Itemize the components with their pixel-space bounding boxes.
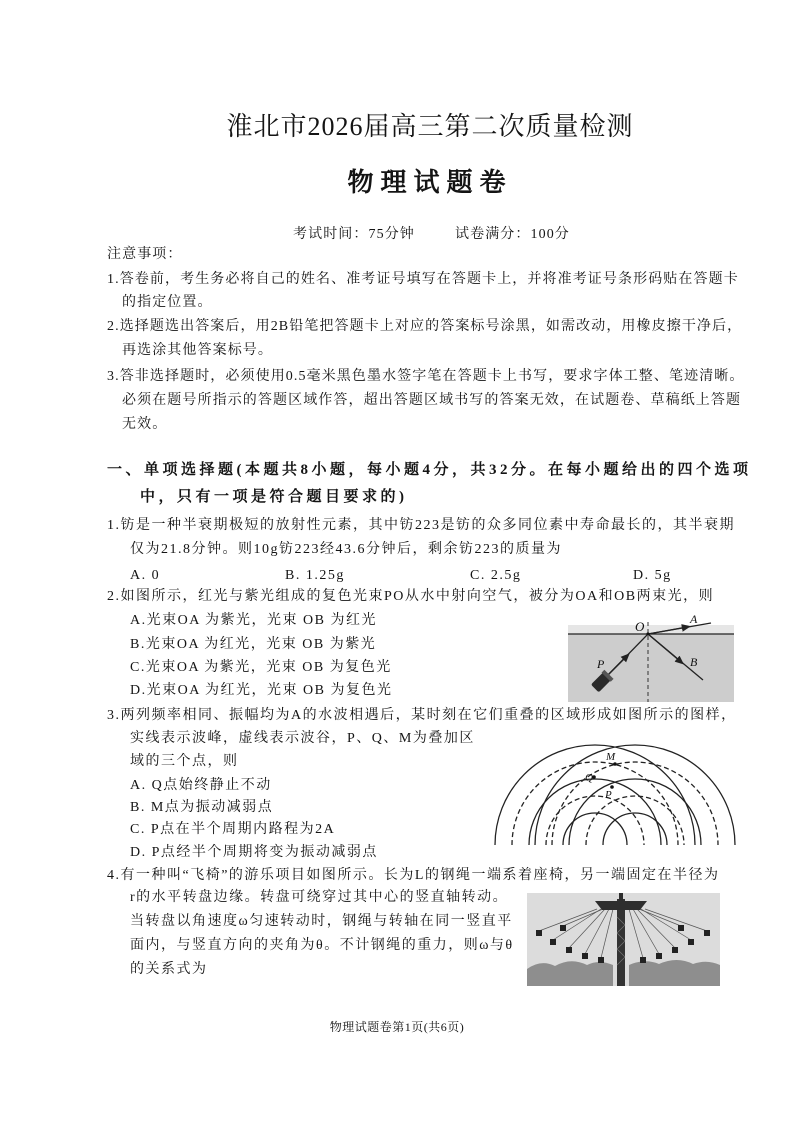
chair-mark [640, 957, 646, 963]
label-m: M [606, 751, 616, 763]
notice-line: 再选涂其他答案标号。 [122, 343, 273, 358]
chair-mark [582, 953, 588, 959]
chair-mark [656, 953, 662, 959]
chair-mark [550, 939, 556, 945]
q3-interference-figure [490, 740, 740, 848]
notice-line: 无效。 [122, 417, 168, 432]
q4-stem: 面内，与竖直方向的夹角为θ。不计钢绳的重力，则ω与θ [130, 938, 514, 953]
point-o [646, 632, 649, 635]
wave-crest-arc [535, 745, 735, 845]
wave-trough-arc [512, 762, 678, 845]
q2-stem: 2.如图所示，红光与紫光组成的复色光束PO从水中射向空气，被分为OA和OB两束光，则 [107, 589, 715, 604]
chair-mark [678, 925, 684, 931]
label-p: P [605, 789, 612, 801]
q4-stem: r的水平转盘边缘。转盘可绕穿过其中心的竖直轴转动。 [130, 890, 509, 905]
wave-trough-arc [546, 796, 644, 845]
chair-mark [560, 925, 566, 931]
wave-crest-arc [569, 779, 701, 845]
full-score: 试卷满分：100分 [455, 227, 570, 242]
notice-line: 3.答非选择题时，必须使用0.5毫米黑色墨水签字笔在答题卡上书写，要求字体工整、笔迹清晰。 [107, 369, 745, 384]
q1-option-a: A. 0 [130, 568, 161, 583]
q3-option-a: A. Q点始终静止不动 [130, 778, 272, 793]
wave-trough-arc [552, 762, 718, 845]
q3-stem: 3.两列频率相同、振幅均为A的水波相遇后，某时刻在它们重叠的区域形成如图所示的图样， [107, 708, 737, 723]
tower-spire [619, 893, 623, 901]
notice-line: 2.选择题选出答案后，用2B铅笔把答题卡上对应的答案标号涂黑，如需改动，用橡皮擦干净后， [107, 319, 743, 334]
notice-line: 必须在题号所指示的答题区域作答，超出答题区域书写的答案无效，在试题卷、草稿纸上答题 [122, 393, 742, 408]
chair-mark [598, 957, 604, 963]
photo-trees [527, 961, 613, 986]
q4-stem: 当转盘以角速度ω匀速转动时，钢绳与转轴在同一竖直平 [130, 914, 513, 929]
q1-stem: 仅为21.8分钟。则10g钫223经43.6分钟后，剩余钫223的质量为 [130, 542, 562, 557]
wave-trough-arc [586, 796, 684, 845]
notice-line: 1.答卷前，考生务必将自己的姓名、准考证号填写在答题卡上，并将准考证号条形码贴在答题卡 [107, 272, 739, 287]
label-q: Q [585, 772, 593, 784]
page-footer: 物理试题卷第1页(共6页) [329, 1020, 465, 1034]
label-o: O [635, 619, 645, 634]
chair-mark [566, 947, 572, 953]
section-heading-cont: 中，只有一项是符合题目要求的) [140, 489, 408, 505]
paper-subtitle: 物理试题卷 [347, 168, 513, 197]
photo-trees [629, 960, 720, 986]
q4-stem: 4.有一种叫“飞椅”的游乐项目如图所示。长为L的钢绳一端系着座椅，另一端固定在半径为 [107, 868, 720, 883]
q3-option-d: D. P点经半个周期将变为振动减弱点 [130, 845, 378, 860]
q1-option-b: B. 1.25g [285, 568, 345, 583]
q2-option-d: D.光束OA 为红光，光束 OB 为复色光 [130, 683, 393, 698]
notice-line: 的指定位置。 [122, 295, 213, 310]
chair-mark [704, 930, 710, 936]
page-title: 淮北市2026届高三第二次质量检测 [226, 112, 634, 141]
label-a: A [690, 612, 698, 626]
exam-time: 考试时间：75分钟 [293, 227, 415, 242]
label-b: B [690, 655, 698, 669]
label-p: P [597, 657, 605, 671]
q1-option-d: D. 5g [633, 568, 672, 583]
notice-heading: 注意事项： [107, 247, 183, 262]
q1-stem: 1.钫是一种半衰期极短的放射性元素，其中钫223是钫的众多同位素中寿命最长的，其半衰期 [107, 518, 735, 533]
q3-option-c: C. P点在半个周期内路程为2A [130, 822, 336, 837]
air-region [568, 625, 734, 634]
q3-stem: 实线表示波峰，虚线表示波谷，P、Q、M为叠加区 [130, 731, 475, 746]
q1-option-c: C. 2.5g [470, 568, 522, 583]
q2-refraction-figure [565, 612, 735, 704]
q4-flying-chairs-photo [527, 893, 720, 986]
q3-stem: 域的三个点，则 [130, 754, 239, 769]
wave-crest-arc [495, 745, 695, 845]
q2-option-a: A.光束OA 为紫光，光束 OB 为红光 [130, 613, 378, 628]
wave-crest-arc [529, 779, 661, 845]
q3-option-b: B. M点为振动减弱点 [130, 800, 274, 815]
q2-option-b: B.光束OA 为红光，光束 OB 为紫光 [130, 637, 377, 652]
q4-stem: 的关系式为 [130, 962, 208, 977]
section-heading: 一、单项选择题(本题共8小题，每小题4分，共32分。在每小题给出的四个选项 [107, 462, 752, 478]
chair-mark [672, 947, 678, 953]
chair-mark [688, 939, 694, 945]
rotating-disk [595, 901, 647, 910]
chair-mark [536, 930, 542, 936]
q2-option-c: C.光束OA 为紫光，光束 OB 为复色光 [130, 660, 392, 675]
